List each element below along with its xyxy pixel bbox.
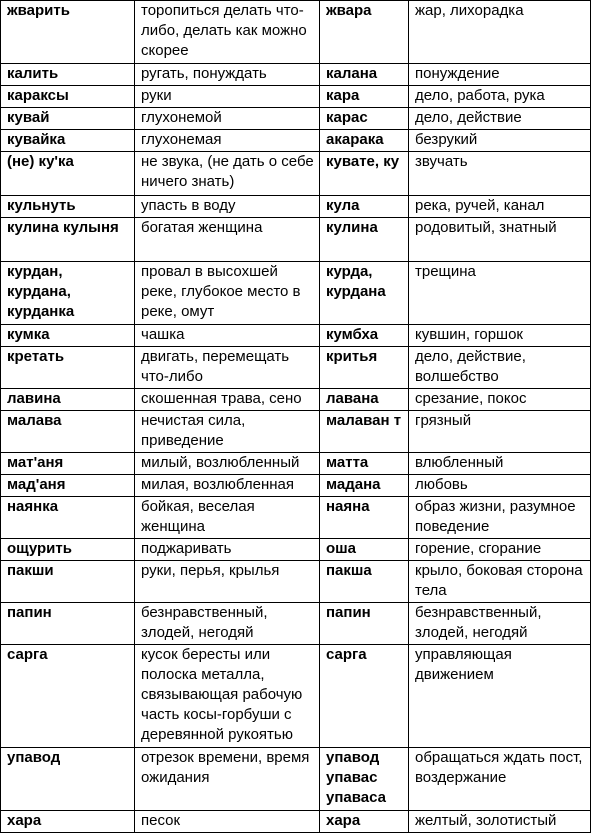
- glossary-table-body: [1, 1, 591, 833]
- russian-dialect-word: малава: [1, 411, 135, 453]
- sanskrit-meaning: горение, сгорание: [409, 539, 591, 561]
- russian-dialect-meaning: поджаривать: [135, 539, 320, 561]
- table-row: [1, 389, 591, 411]
- table-row: [1, 603, 591, 645]
- russian-dialect-meaning: ругать, понуждать: [135, 64, 320, 86]
- russian-dialect-word: кувайка: [1, 130, 135, 152]
- sanskrit-meaning: безнравственный, злодей, негодяй: [409, 603, 591, 645]
- table-row: [1, 86, 591, 108]
- sanskrit-word: малаван т: [320, 411, 409, 453]
- russian-dialect-word: караксы: [1, 86, 135, 108]
- sanskrit-meaning: крыло, боковая сторона тела: [409, 561, 591, 603]
- table-row: [1, 325, 591, 347]
- sanskrit-word: критья: [320, 347, 409, 389]
- sanskrit-meaning: срезание, покос: [409, 389, 591, 411]
- russian-dialect-word: мад'аня: [1, 475, 135, 497]
- sanskrit-meaning: звучать: [409, 152, 591, 196]
- russian-dialect-meaning: богатая женщина: [135, 218, 320, 262]
- table-row: [1, 130, 591, 152]
- russian-dialect-meaning: упасть в воду: [135, 196, 320, 218]
- table-row: [1, 645, 591, 748]
- russian-dialect-word: курдан, курдана, курданка: [1, 262, 135, 325]
- sanskrit-word: оша: [320, 539, 409, 561]
- russian-dialect-meaning: руки, перья, крылья: [135, 561, 320, 603]
- table-row: [1, 1, 591, 64]
- sanskrit-meaning: родовитый, знатный: [409, 218, 591, 262]
- russian-dialect-meaning: бойкая, веселая женщина: [135, 497, 320, 539]
- table-row: [1, 411, 591, 453]
- sanskrit-meaning: жар, лихорадка: [409, 1, 591, 64]
- russian-dialect-meaning: скошенная трава, сено: [135, 389, 320, 411]
- sanskrit-word: кула: [320, 196, 409, 218]
- russian-dialect-word: кретать: [1, 347, 135, 389]
- russian-dialect-word: пакши: [1, 561, 135, 603]
- sanskrit-word: акарака: [320, 130, 409, 152]
- sanskrit-meaning: безрукий: [409, 130, 591, 152]
- table-row: [1, 561, 591, 603]
- russian-dialect-meaning: руки: [135, 86, 320, 108]
- sanskrit-meaning: кувшин, горшок: [409, 325, 591, 347]
- table-row: [1, 152, 591, 196]
- russian-dialect-meaning: глухонемая: [135, 130, 320, 152]
- sanskrit-word: лавана: [320, 389, 409, 411]
- sanskrit-meaning: грязный: [409, 411, 591, 453]
- sanskrit-word: пакша: [320, 561, 409, 603]
- russian-dialect-word: калить: [1, 64, 135, 86]
- table-row: [1, 811, 591, 833]
- sanskrit-word: сарга: [320, 645, 409, 748]
- russian-dialect-meaning: двигать, перемещать что-либо: [135, 347, 320, 389]
- table-row: [1, 196, 591, 218]
- russian-dialect-word: кумка: [1, 325, 135, 347]
- russian-dialect-word: наянка: [1, 497, 135, 539]
- russian-dialect-word: жварить: [1, 1, 135, 64]
- russian-dialect-meaning: торопиться делать что-либо, делать как можно скорее: [135, 1, 320, 64]
- russian-dialect-meaning: милая, возлюбленная: [135, 475, 320, 497]
- table-row: [1, 64, 591, 86]
- russian-dialect-meaning: провал в высохшей реке, глубокое место в реке, омут: [135, 262, 320, 325]
- sanskrit-meaning: образ жизни, разумное поведение: [409, 497, 591, 539]
- russian-dialect-meaning: безнравственный, злодей, негодяй: [135, 603, 320, 645]
- russian-dialect-word: лавина: [1, 389, 135, 411]
- table-row: [1, 539, 591, 561]
- table-row: [1, 218, 591, 262]
- table-row: [1, 748, 591, 811]
- sanskrit-word: кумбха: [320, 325, 409, 347]
- russian-dialect-meaning: нечистая сила, приведение: [135, 411, 320, 453]
- sanskrit-meaning: трещина: [409, 262, 591, 325]
- table-row: [1, 262, 591, 325]
- table-row: [1, 475, 591, 497]
- table-row: [1, 347, 591, 389]
- sanskrit-meaning: река, ручей, канал: [409, 196, 591, 218]
- sanskrit-meaning: дело, действие, волшебство: [409, 347, 591, 389]
- table-row: [1, 108, 591, 130]
- table-row: [1, 453, 591, 475]
- russian-dialect-word: кулина кулыня: [1, 218, 135, 262]
- sanskrit-word: наяна: [320, 497, 409, 539]
- sanskrit-word: калана: [320, 64, 409, 86]
- russian-dialect-meaning: песок: [135, 811, 320, 833]
- sanskrit-meaning: обращаться ждать пост, воздержание: [409, 748, 591, 811]
- russian-dialect-meaning: кусок бересты или полоска металла, связывающая рабочую часть косы-горбуши с деревянной рукоятью: [135, 645, 320, 748]
- sanskrit-meaning: влюбленный: [409, 453, 591, 475]
- russian-dialect-meaning: чашка: [135, 325, 320, 347]
- russian-dialect-meaning: глухонемой: [135, 108, 320, 130]
- sanskrit-meaning: управляющая движением: [409, 645, 591, 748]
- sanskrit-word: кувате, ку: [320, 152, 409, 196]
- sanskrit-meaning: понуждение: [409, 64, 591, 86]
- russian-dialect-meaning: милый, возлюбленный: [135, 453, 320, 475]
- russian-dialect-meaning: не звука, (не дать о себе ничего знать): [135, 152, 320, 196]
- sanskrit-meaning: любовь: [409, 475, 591, 497]
- russian-dialect-word: кульнуть: [1, 196, 135, 218]
- russian-dialect-word: упавод: [1, 748, 135, 811]
- sanskrit-word: жвара: [320, 1, 409, 64]
- russian-dialect-word: сарга: [1, 645, 135, 748]
- sanskrit-word: кара: [320, 86, 409, 108]
- sanskrit-word: матта: [320, 453, 409, 475]
- russian-dialect-meaning: отрезок времени, время ожидания: [135, 748, 320, 811]
- sanskrit-word: карас: [320, 108, 409, 130]
- russian-dialect-word: ощурить: [1, 539, 135, 561]
- sanskrit-word: мадана: [320, 475, 409, 497]
- russian-dialect-word: хара: [1, 811, 135, 833]
- russian-dialect-word: (не) ку'ка: [1, 152, 135, 196]
- sanskrit-word: курда, курдана: [320, 262, 409, 325]
- sanskrit-word: хара: [320, 811, 409, 833]
- russian-dialect-word: мат'аня: [1, 453, 135, 475]
- sanskrit-meaning: дело, действие: [409, 108, 591, 130]
- russian-dialect-word: папин: [1, 603, 135, 645]
- sanskrit-meaning: желтый, золотистый: [409, 811, 591, 833]
- table-row: [1, 497, 591, 539]
- sanskrit-word: папин: [320, 603, 409, 645]
- russian-dialect-word: кувай: [1, 108, 135, 130]
- sanskrit-word: кулина: [320, 218, 409, 262]
- sanskrit-word: упавод упавас упаваса: [320, 748, 409, 811]
- sanskrit-meaning: дело, работа, рука: [409, 86, 591, 108]
